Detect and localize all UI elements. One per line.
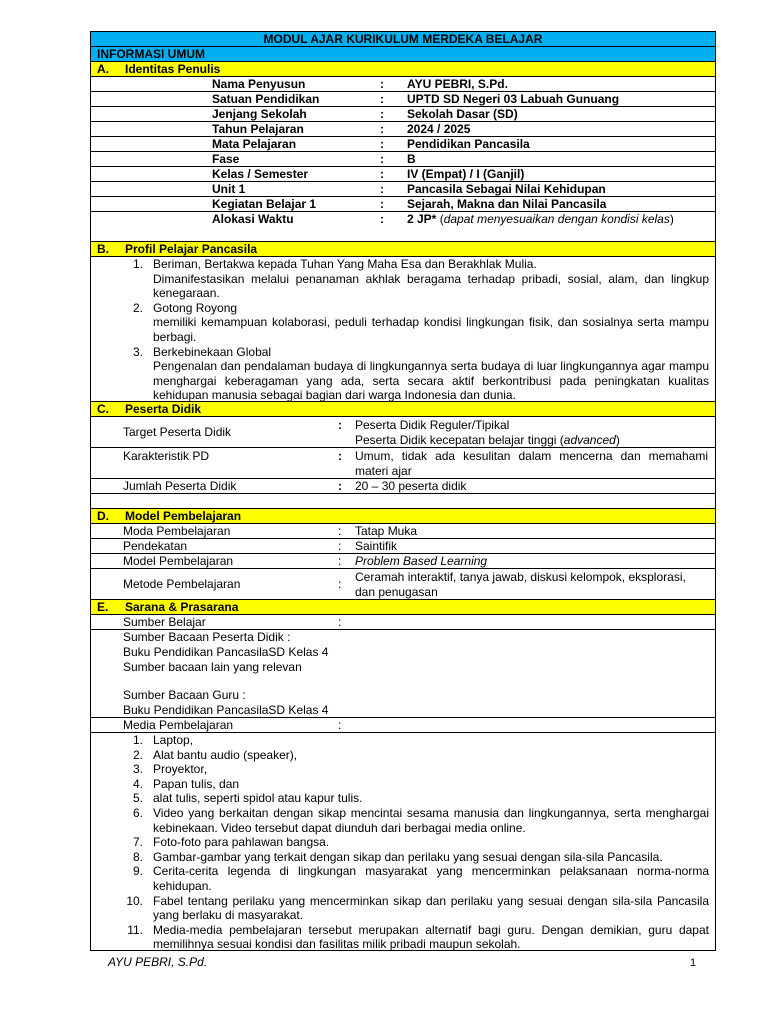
media-item [121,733,709,748]
profil-number: 3. [132,344,143,359]
jumlah-value: 20 – 30 peserta didik [355,479,467,493]
bacaan-guru-title: Sumber Bacaan Guru : [123,688,246,702]
identity-label: Kelas / Semester [212,167,309,181]
media-number: 7. [132,835,143,850]
section-e-letter: E. [97,600,109,614]
bacaan-pd-item: Sumber bacaan lain yang relevan [123,660,302,674]
info-umum-row [91,47,715,62]
section-a-letter: A. [97,62,109,76]
media-number: 8. [132,849,143,864]
media-text: Alat bantu audio (speaker), [153,747,298,762]
sumber-bacaan-block [91,630,715,718]
bacaan-guru-item: Buku Pendidikan PancasilaSD Kelas 4 [123,703,329,717]
identity-value: IV (Empat) / I (Ganjil) [407,167,525,181]
media-label-row [91,718,715,733]
media-list [91,733,715,950]
bacaan-pd-title: Sumber Bacaan Peserta Didik : [123,630,291,644]
identity-label: Nama Penyusun [212,77,306,91]
identity-row [91,137,715,152]
section-b-letter: B. [97,242,109,256]
identity-value: Pendidikan Pancasila [407,137,530,151]
section-d-letter: D. [97,509,109,523]
media-number: 4. [132,776,143,791]
model-sep: : [338,577,342,591]
media-item [121,923,709,952]
media-text: Video yang berkaitan dengan sikap mencintai sesama manusia dan lingkungannya, serta menghargai kebinekaan. Video tersebut dapat diunduh dari berbagai media online. [153,805,709,835]
identity-sep: : [380,77,384,91]
media-text: alat tulis, seperti spidol atau kapur tulis. [153,791,363,806]
target-sep: : [338,418,342,432]
identity-row [91,107,715,122]
profil-item [121,301,709,345]
model-row-moda [91,524,715,539]
media-sep: : [338,718,342,732]
model-value: Problem Based Learning [355,554,488,568]
spacer-row [91,494,715,509]
identity-value: Sejarah, Makna dan Nilai Pancasila [407,197,607,211]
media-number: 9. [132,864,143,879]
identity-sep: : [380,137,384,151]
media-item [121,777,709,792]
identity-sep: : [380,212,384,226]
media-text: Media-media pembelajaran tersebut merupakan alternatif bagi guru. Dengan demikian, guru dapat memilihnya sesuai kondisi dan fasilitas milik pribadi maupun sekolah. [153,922,709,952]
target-line2 [355,433,620,448]
karakteristik-sep: : [338,449,342,463]
media-number: 10. [126,893,143,908]
section-e-header [91,600,715,615]
sumber-belajar-row [91,615,715,630]
note-close: ) [669,212,674,226]
model-row-metode [91,569,715,600]
model-sep: : [338,554,342,568]
identity-row [91,77,715,92]
identity-row [91,212,715,227]
profil-list [91,257,715,402]
identity-value: AYU PEBRI, S.Pd. [407,77,508,91]
media-item [121,835,709,850]
identity-row [91,197,715,212]
bacaan-pd-item: Buku Pendidikan PancasilaSD Kelas 4 [123,645,329,659]
profil-text [153,345,709,403]
profil-number: 2. [132,300,143,315]
section-a-header [91,62,715,77]
media-number: 3. [132,762,143,777]
identity-row [91,182,715,197]
identity-row [91,92,715,107]
media-text: Papan tulis, dan [153,776,240,791]
section-b-header [91,242,715,257]
media-text: Fabel tentang perilaku yang mencerminkan sikap dan perilaku yang sesuai dengan sila-sila Pancasila yang berlaku di masyarakat. [153,893,709,923]
media-number: 2. [132,747,143,762]
media-number: 11. [127,922,143,937]
media-item [121,791,709,806]
identity-label: Tahun Pelajaran [212,122,304,136]
model-value: Ceramah interaktif, tanya jawab, diskusi kelompok, eksplorasi, dan penugasan [355,570,686,599]
section-c-letter: C. [97,402,109,416]
identity-sep: : [380,167,384,181]
identity-label: Alokasi Waktu [212,212,294,226]
media-item [121,864,709,893]
identity-sep: : [380,122,384,136]
profil-head: Gotong Royong [153,300,238,315]
identity-sep: : [380,182,384,196]
profil-number: 1. [132,257,143,271]
media-number: 5. [132,791,143,806]
model-value: Tatap Muka [355,524,418,538]
sumber-belajar-sep: : [338,615,342,629]
model-label: Pendekatan [123,539,188,553]
media-item [121,894,709,923]
jumlah-label: Jumlah Peserta Didik [123,479,237,493]
identity-label: Satuan Pendidikan [212,92,320,106]
media-item [121,806,709,835]
jumlah-row [91,479,715,494]
section-b-title: Profil Pelajar Pancasila [125,242,258,256]
identity-label: Jenjang Sekolah [212,107,307,121]
identity-value: UPTD SD Negeri 03 Labuah Gunuang [407,92,620,106]
target-line2-a: Peserta Didik kecepatan belajar tinggi ( [355,433,564,447]
profil-item [121,345,709,403]
profil-desc: memiliki kemampuan kolaborasi, peduli terhadap kondisi lingkungan fisik, dan sosialnya serta mampu berbagi. [153,315,709,344]
identity-value: Sekolah Dasar (SD) [407,107,518,121]
media-text: Foto-foto para pahlawan bangsa. [153,835,330,850]
profil-item [121,257,709,301]
profil-head: Berkebinekaan Global [153,344,272,359]
identity-row [91,122,715,137]
section-c-title: Peserta Didik [125,402,202,416]
karakteristik-label: Karakteristik PD [123,449,210,463]
model-row-pendekatan [91,539,715,554]
profil-desc: Pengenalan dan pendalaman budaya di lingkungannya serta budaya di luar lingkungannya agar mampu menghargai keberagaman yang ada, serta secara aktif berkontribusi pada peningkatan kualitas kehidupan manusia sebagai bagian dari warga Indonesia dan dunia. [153,359,709,403]
document-title: MODUL AJAR KURIKULUM MERDEKA BELAJAR [263,32,543,46]
identity-sep: : [380,92,384,106]
identity-sep: : [380,107,384,121]
profil-head: Beriman, Bertakwa kepada Tuhan Yang Maha Esa dan Berakhlak Mulia. [153,257,537,271]
section-a-title: Identitas Penulis [125,62,221,76]
profil-desc: Dimanifestasikan melalui penanaman akhlak beragama terhadap pribadi, sosial, alam, dan lingkup kenegaraan. [153,271,709,301]
footer-author: AYU PEBRI, S.Pd. [108,955,208,969]
profil-text [153,257,709,301]
media-item [121,850,709,865]
target-line2-advanced: advanced [563,433,616,447]
media-text: Gambar-gambar yang terkait dengan sikap dan perilaku yang sesuai dengan sila-sila Pancasila. [153,849,663,864]
karakteristik-value: Umum, tidak ada kesulitan dalam mencerna dan memahami materi ajar [355,449,708,478]
target-label: Target Peserta Didik [123,425,232,439]
model-label: Metode Pembelajaran [123,577,241,591]
identity-label: Kegiatan Belajar 1 [212,197,317,211]
document-table [90,31,716,951]
identity-label: Mata Pelajaran [212,137,297,151]
identity-sep: : [380,152,384,166]
spacer-row [91,227,715,242]
model-row-model [91,554,715,569]
model-label: Model Pembelajaran [123,554,234,568]
identity-label: Fase [212,152,240,166]
identity-sep: : [380,197,384,211]
model-sep: : [338,539,342,553]
identity-label: Unit 1 [212,182,246,196]
model-value: Saintifik [355,539,398,553]
sumber-belajar-label: Sumber Belajar [123,615,206,629]
media-number: 1. [132,733,143,747]
media-text: Proyektor, [153,762,208,777]
section-e-title: Sarana & Prasarana [125,600,239,614]
page-number: 1 [690,957,697,969]
media-item [121,748,709,763]
jumlah-sep: : [338,479,342,493]
section-d-title: Model Pembelajaran [125,509,242,523]
title-row [91,32,715,47]
profil-text [153,301,709,345]
note-open: ( [436,212,444,226]
model-label: Moda Pembelajaran [123,524,231,538]
identity-note: dapat menyesuaikan dengan kondisi kelas [443,212,670,226]
identity-value: B [407,152,416,166]
target-peserta-row [91,417,715,448]
media-text: Laptop, [153,733,194,747]
media-item [121,762,709,777]
target-line1: Peserta Didik Reguler/Tipikal [355,418,510,432]
alokasi-value-line [407,212,674,227]
identity-value: Pancasila Sebagai Nilai Kehidupan [407,182,606,196]
section-c-header [91,402,715,417]
identity-value: 2 JP* [407,212,437,226]
section-d-header [91,509,715,524]
info-umum-heading: INFORMASI UMUM [97,47,205,61]
model-sep: : [338,524,342,538]
karakteristik-row [91,448,715,479]
identity-row [91,152,715,167]
identity-value: 2024 / 2025 [407,122,471,136]
media-label: Media Pembelajaran [123,718,234,732]
identity-row [91,167,715,182]
target-line2-c: ) [615,433,620,447]
media-text: Cerita-cerita legenda di lingkungan masyarakat yang mencerminkan pelaksanaan norma-norma kehidupan. [153,864,709,893]
media-number: 6. [132,805,143,820]
